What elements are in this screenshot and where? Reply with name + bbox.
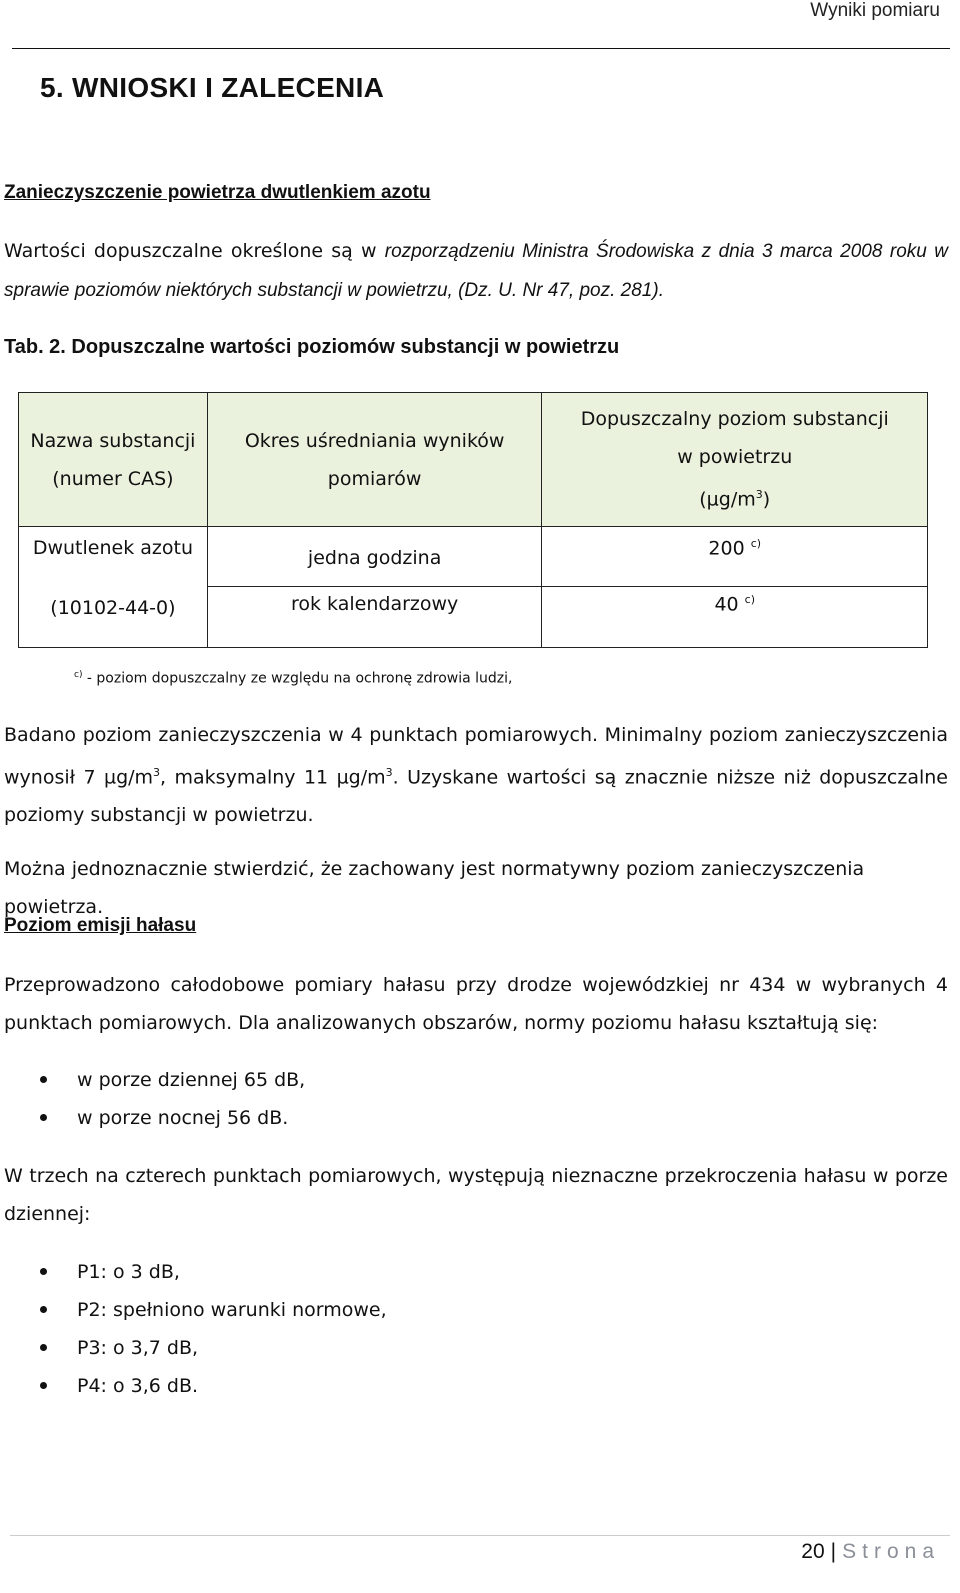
section-title: 5. WNIOSKI I ZALECENIA	[40, 72, 385, 103]
noise-intro-paragraph: Przeprowadzono całodobowe pomiary hałasu przy drodze wojewódzkiej nr 434 w wybranych 4 punktach pomiarowych. Dla analizowanych obszarów, normy poziomu hałasu kształtują się:	[4, 974, 948, 1034]
table-footnote	[74, 670, 513, 687]
header-limit-unit: $(\mu g/m^3)$	[699, 488, 771, 511]
header-limit-line1: Dopuszczalny poziom substancji	[580, 408, 889, 431]
header-period-line2: pomiarów	[327, 467, 422, 490]
cell-limit	[542, 527, 928, 587]
footer-divider	[10, 1535, 950, 1536]
bullet-icon	[40, 1268, 47, 1275]
cell-period: jedna godzina	[207, 527, 542, 587]
noise-heading: Poziom emisji hałasu	[4, 915, 197, 936]
cell-substance	[19, 527, 208, 648]
air-pollution-heading: Zanieczyszczenie powietrza dwutlenkiem azotu	[4, 182, 431, 203]
list-item: P1: o 3 dB,	[40, 1253, 387, 1291]
substance-cas: (10102-44-0)	[50, 597, 176, 619]
header-substance	[19, 393, 208, 527]
air-conclusion-paragraph: Można jednoznacznie stwierdzić, że zachowany jest normatywny poziom zanieczyszczenia powietrza.	[4, 858, 865, 918]
air-intro-regulation: rozporządzeniu Ministra Środowiska z dnia 3 marca 2008 roku w sprawie poziomów niektórych substancji w powietrzu, (Dz. U. Nr 47, poz. 281).	[4, 241, 948, 301]
substance-name: Dwutlenek azotu	[32, 537, 193, 559]
noise-exceedances-list	[40, 1253, 387, 1405]
bullet-icon	[40, 1114, 47, 1121]
bullet-icon	[40, 1382, 47, 1389]
table-header-row	[19, 393, 928, 527]
header-divider	[12, 48, 950, 49]
limit-value: 200	[708, 537, 745, 560]
air-intro-plain: Wartości dopuszczalne określone są w	[4, 240, 385, 262]
noise-norms-list	[40, 1061, 305, 1137]
page-number: 20	[801, 1540, 825, 1563]
bullet-icon	[40, 1076, 47, 1083]
header-period	[207, 393, 542, 527]
page-label: Strona	[842, 1540, 940, 1563]
noise-exceedance-paragraph: W trzech na czterech punktach pomiarowych, występują nieznaczne przekroczenia hałasu w porze dziennej:	[4, 1165, 948, 1225]
limit-note: c)	[750, 537, 762, 550]
cell-period: rok kalendarzowy	[207, 587, 542, 648]
footnote-text: - poziom dopuszczalny ze względu na ochronę zdrowia ludzi,	[82, 670, 513, 687]
running-header: Wyniki pomiaru	[810, 0, 940, 21]
cell-limit	[542, 587, 928, 648]
air-intro-paragraph	[4, 232, 948, 310]
header-period-line1: Okres uśredniania wyników	[244, 429, 505, 452]
bullet-icon	[40, 1344, 47, 1351]
list-item: w porze nocnej 56 dB.	[40, 1099, 305, 1137]
list-item: w porze dziennej 65 dB,	[40, 1061, 305, 1099]
header-limit	[542, 393, 928, 527]
table-row	[19, 527, 928, 587]
limits-table	[18, 392, 928, 648]
page-footer	[801, 1540, 940, 1564]
header-limit-line2: w powietrzu	[677, 446, 793, 469]
list-item: P4: o 3,6 dB.	[40, 1367, 387, 1405]
limit-value: 40	[714, 593, 739, 616]
footer-separator: |	[830, 1540, 837, 1563]
bullet-icon	[40, 1306, 47, 1313]
list-item: P2: spełniono warunki normowe,	[40, 1291, 387, 1329]
list-item: P3: o 3,7 dB,	[40, 1329, 387, 1367]
footnote-mark: c)	[74, 670, 83, 680]
table-caption: Tab. 2. Dopuszczalne wartości poziomów substancji w powietrzu	[4, 336, 620, 358]
limit-note: c)	[744, 593, 756, 606]
header-substance-line2: (numer CAS)	[52, 467, 174, 490]
header-substance-line1: Nazwa substancji	[30, 429, 196, 452]
air-summary-paragraph: Badano poziom zanieczyszczenia w 4 punktach pomiarowych. Minimalny poziom zanieczyszczenia wynosił 7 $\mu g/m^3$, maksymalny 11 $\mu g/m^3$. Uzyskane wartości są znacznie niższe niż dopuszczalne poziomy substancji w powietrzu.	[4, 724, 948, 827]
